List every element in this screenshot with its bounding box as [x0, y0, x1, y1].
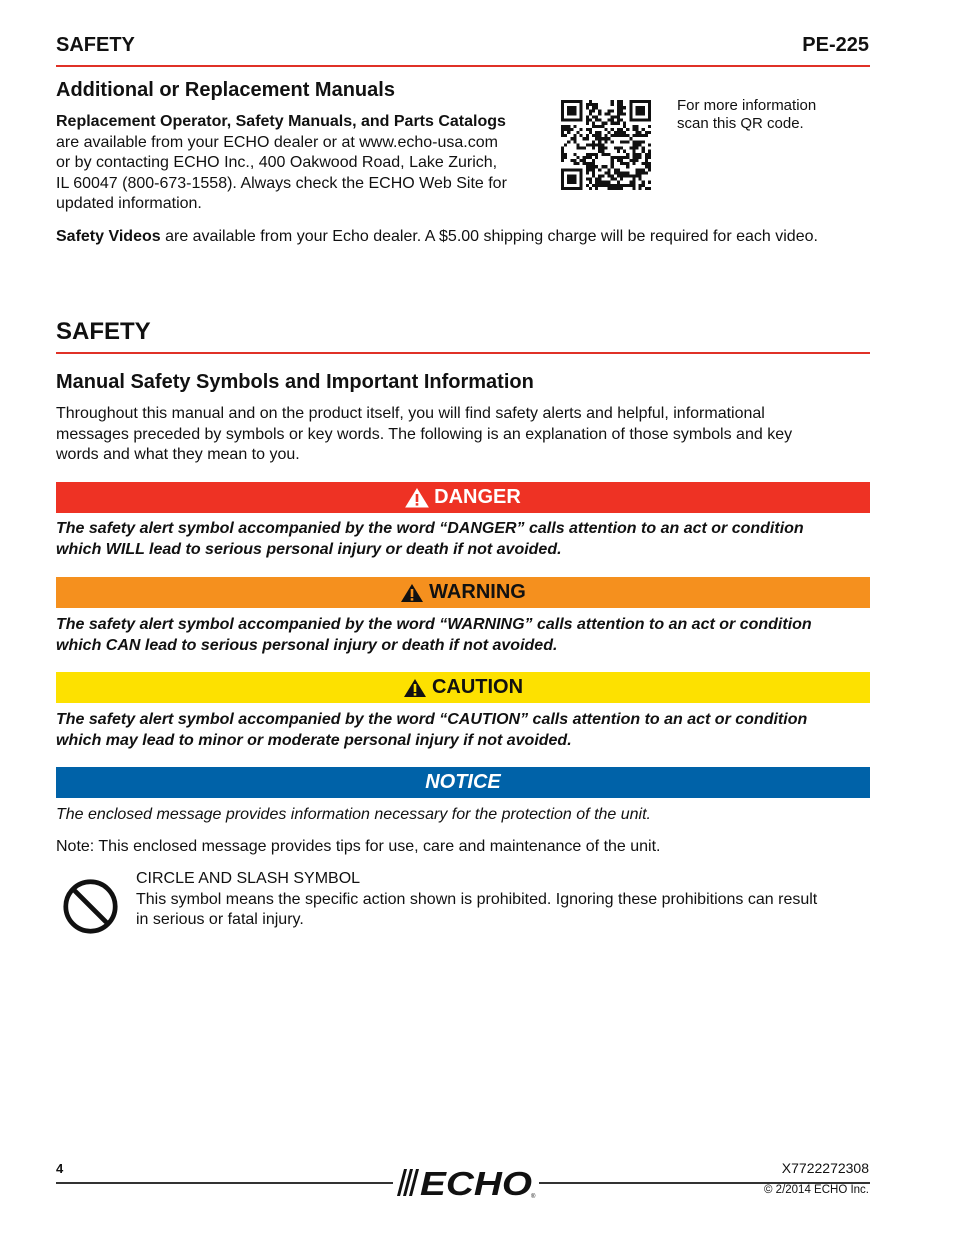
- prohibition-icon: [62, 878, 119, 935]
- manuals-line: are available from your ECHO dealer or at www.echo-usa.com: [56, 133, 498, 151]
- intro-line: words and what they mean to you.: [56, 446, 300, 463]
- intro-line: messages preceded by symbols or key words. The following is an explanation of those symbols and key: [56, 425, 793, 443]
- qr-code-icon: [561, 100, 651, 190]
- videos-lead: Safety Videos: [56, 228, 161, 245]
- warning-triangle-icon: [405, 488, 429, 508]
- caution-line: The safety alert symbol accompanied by the word “CAUTION” calls attention to an act or condition: [56, 711, 808, 728]
- warning-text: [56, 615, 876, 656]
- safety-rule: [56, 352, 870, 354]
- notice-label: NOTICE: [425, 771, 501, 793]
- footer-rule-left: [56, 1182, 396, 1184]
- videos-paragraph: [56, 227, 886, 248]
- safety-intro: [56, 404, 886, 466]
- warning-line: which CAN lead to serious personal injury or death if not avoided.: [56, 636, 558, 654]
- warning-banner: [56, 577, 870, 608]
- copyright: © 2/2014 ECHO Inc.: [764, 1184, 869, 1196]
- warning-line: The safety alert symbol accompanied by the word “WARNING” calls attention to an act or condition: [56, 616, 812, 633]
- prohibition-line: This symbol means the specific action shown is prohibited. Ignoring these prohibitions can result: [136, 890, 818, 908]
- danger-banner: [56, 482, 870, 513]
- danger-line: The safety alert symbol accompanied by the word “DANGER” calls attention to an act or condition: [56, 520, 804, 537]
- header-section: SAFETY: [56, 34, 135, 56]
- qr-caption: [677, 97, 847, 133]
- manuals-heading: Additional or Replacement Manuals: [56, 79, 395, 101]
- header-model: PE-225: [802, 34, 869, 56]
- echo-logo: [393, 1164, 539, 1200]
- prohibition-line: in serious or fatal injury.: [136, 911, 304, 928]
- manuals-line: updated information.: [56, 195, 202, 212]
- qr-caption-line: scan this QR code.: [677, 115, 804, 132]
- manuals-paragraph: [56, 112, 546, 215]
- danger-text: [56, 519, 876, 560]
- safety-title: SAFETY: [56, 318, 151, 345]
- header-rule: [56, 65, 870, 67]
- prohibition-title: CIRCLE AND SLASH SYMBOL: [136, 870, 361, 887]
- manuals-line: IL 60047 (800-673-1558). Always check the ECHO Web Site for: [56, 174, 507, 192]
- caution-banner: [56, 672, 870, 703]
- manuals-lead: Replacement Operator, Safety Manuals, and Parts Catalogs: [56, 113, 506, 130]
- warning-triangle-icon: [403, 678, 427, 698]
- warning-triangle-icon: [400, 583, 424, 603]
- intro-line: Throughout this manual and on the product itself, you will find safety alerts and helpful, informational: [56, 405, 765, 422]
- warning-label: WARNING: [429, 581, 526, 603]
- prohibition-text: [136, 869, 876, 931]
- notice-text: The enclosed message provides information necessary for the protection of the unit.: [56, 806, 651, 823]
- svg-text:ECHO: ECHO: [420, 1165, 533, 1200]
- caution-text: [56, 710, 876, 751]
- page-number: 4: [56, 1161, 64, 1176]
- note-text: Note: This enclosed message provides tips for use, care and maintenance of the unit.: [56, 838, 661, 855]
- notice-banner: [56, 767, 870, 798]
- part-number: X7722272308: [781, 1160, 869, 1176]
- danger-line: which WILL lead to serious personal injury or death if not avoided.: [56, 540, 562, 558]
- danger-label: DANGER: [434, 486, 521, 508]
- svg-text:®: ®: [531, 1194, 536, 1200]
- safety-subheading: Manual Safety Symbols and Important Information: [56, 371, 534, 393]
- qr-caption-line: For more information: [677, 97, 817, 114]
- videos-text: are available from your Echo dealer. A $5.00 shipping charge will be required for each video.: [160, 228, 818, 245]
- manuals-line: or by contacting ECHO Inc., 400 Oakwood Road, Lake Zurich,: [56, 154, 498, 171]
- caution-line: which may lead to minor or moderate personal injury if not avoided.: [56, 731, 572, 749]
- caution-label: CAUTION: [431, 676, 524, 698]
